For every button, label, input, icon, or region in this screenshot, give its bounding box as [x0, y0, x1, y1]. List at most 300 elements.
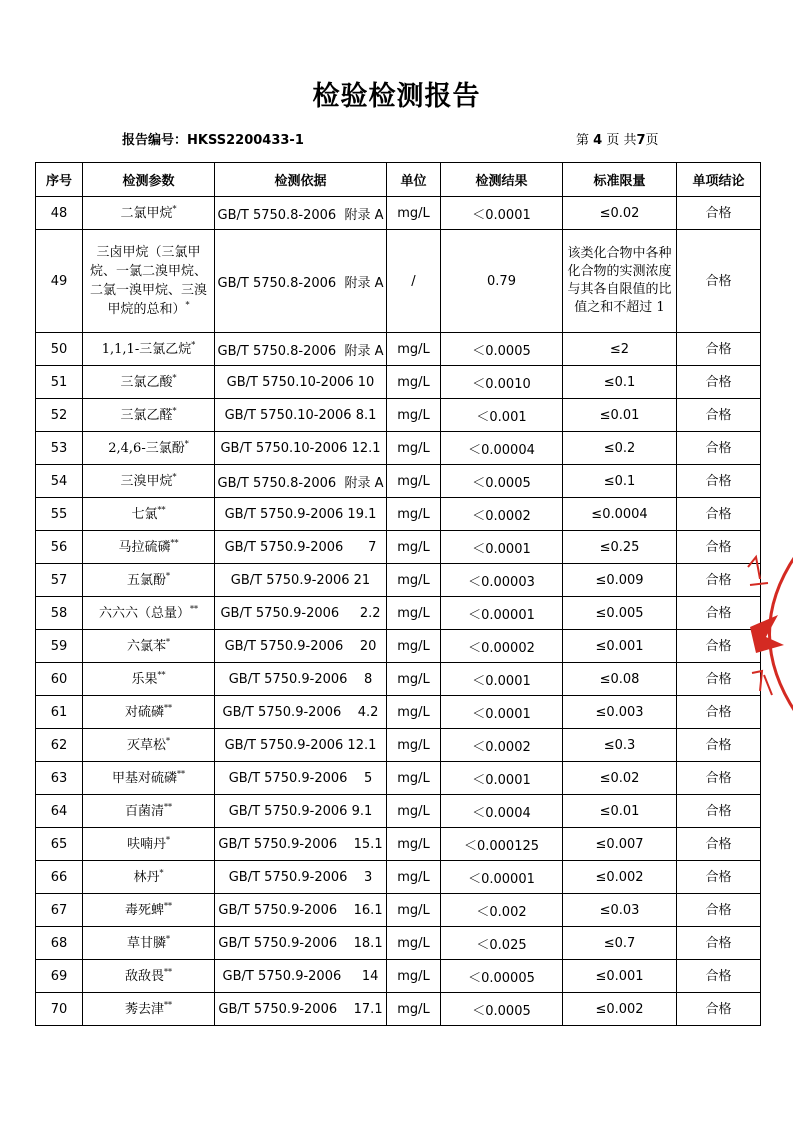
- cell-unit: [387, 399, 441, 432]
- cell-no: [36, 762, 83, 795]
- cell-basis: [215, 762, 387, 795]
- table-row: [36, 960, 761, 993]
- cell-result-text: ＜0.0002: [472, 739, 531, 755]
- cell-basis-text: GB/T 5750.8-2006 附录 A: [217, 343, 384, 359]
- cell-conclusion-text: 合格: [705, 836, 732, 852]
- cell-limit-text: ≤0.001: [595, 638, 644, 654]
- cell-result-text: ＜0.0001: [472, 772, 531, 788]
- table-row: [36, 696, 761, 729]
- cell-unit: [387, 366, 441, 399]
- cell-basis: [215, 729, 387, 762]
- cell-param-text: 草甘膦: [126, 935, 166, 951]
- cell-param-text: 林丹: [133, 869, 160, 885]
- cell-no-text: 51: [50, 374, 68, 390]
- cell-param: [83, 230, 215, 333]
- cell-result: [441, 432, 563, 465]
- cell-result: [441, 828, 563, 861]
- cell-limit: [563, 432, 677, 465]
- cell-basis: [215, 498, 387, 531]
- page-total: 7: [636, 133, 646, 148]
- cell-result: [441, 197, 563, 230]
- col-header-conclusion: 单项结论: [677, 163, 761, 197]
- cell-conclusion-text: 合格: [705, 539, 732, 555]
- footnote-mark: **: [164, 802, 172, 812]
- cell-limit-text: ≤0.1: [603, 473, 636, 489]
- cell-no-text: 50: [50, 341, 68, 357]
- cell-conclusion: [677, 762, 761, 795]
- cell-result: [441, 762, 563, 795]
- cell-limit: [563, 230, 677, 333]
- cell-limit: [563, 828, 677, 861]
- cell-limit: [563, 498, 677, 531]
- footnote-mark: *: [166, 934, 170, 944]
- cell-basis-text: GB/T 5750.9-2006 9.1: [228, 803, 373, 819]
- cell-basis: [215, 993, 387, 1026]
- cell-result: [441, 894, 563, 927]
- cell-unit-text: mg/L: [397, 704, 430, 720]
- cell-param-text: 二氯甲烷: [120, 205, 173, 221]
- cell-unit-text: mg/L: [397, 935, 430, 951]
- cell-result: [441, 861, 563, 894]
- footnote-mark: **: [164, 901, 172, 911]
- stamp-arc: [770, 555, 793, 713]
- cell-result-text: ＜0.0001: [472, 541, 531, 557]
- cell-result: [441, 498, 563, 531]
- cell-param: [83, 795, 215, 828]
- cell-param: [83, 960, 215, 993]
- cell-basis-text: GB/T 5750.9-2006 8: [228, 671, 373, 687]
- stamp-seal: [738, 545, 793, 720]
- table-row: [36, 663, 761, 696]
- cell-basis-text: GB/T 5750.9-2006 2.2: [220, 605, 381, 621]
- cell-result: [441, 927, 563, 960]
- cell-unit-text: mg/L: [397, 968, 430, 984]
- cell-basis: [215, 696, 387, 729]
- cell-conclusion: [677, 465, 761, 498]
- cell-param-text: 百菌清: [124, 803, 164, 819]
- cell-param-text: 三卤甲烷（三氯甲烷、一氯二溴甲烷、二氯一溴甲烷、三溴甲烷的总和）: [89, 245, 207, 317]
- cell-result: [441, 795, 563, 828]
- cell-no-text: 62: [50, 737, 68, 753]
- cell-conclusion-text: 合格: [705, 1001, 732, 1017]
- cell-limit: [563, 564, 677, 597]
- cell-no: [36, 927, 83, 960]
- cell-basis-text: GB/T 5750.9-2006 7: [224, 539, 377, 555]
- cell-conclusion: [677, 432, 761, 465]
- table-row: [36, 828, 761, 861]
- cell-result-text: ＜0.0005: [472, 475, 531, 491]
- table-row: [36, 531, 761, 564]
- cell-param-text: 对硫磷: [124, 704, 164, 720]
- report-number-value: HKSS2200433-1: [187, 133, 304, 148]
- cell-param: [83, 597, 215, 630]
- cell-no-text: 52: [50, 407, 68, 423]
- cell-param: [83, 828, 215, 861]
- cell-unit: [387, 828, 441, 861]
- cell-no: [36, 894, 83, 927]
- cell-unit: [387, 498, 441, 531]
- cell-param: [83, 729, 215, 762]
- cell-result-text: ＜0.0005: [472, 1003, 531, 1019]
- table-row: [36, 927, 761, 960]
- table-row: [36, 465, 761, 498]
- cell-limit-text: ≤0.01: [599, 803, 640, 819]
- cell-limit-text: ≤0.1: [603, 374, 636, 390]
- cell-param-text: 三溴甲烷: [120, 473, 173, 489]
- cell-unit: [387, 630, 441, 663]
- table-row: [36, 366, 761, 399]
- cell-no-text: 68: [50, 935, 68, 951]
- cell-conclusion-text: 合格: [705, 273, 732, 289]
- cell-no: [36, 630, 83, 663]
- cell-no: [36, 531, 83, 564]
- cell-conclusion-text: 合格: [705, 638, 732, 654]
- cell-result: [441, 333, 563, 366]
- cell-no-text: 60: [50, 671, 68, 687]
- cell-limit-text: ≤0.001: [595, 968, 644, 984]
- cell-conclusion-text: 合格: [705, 869, 732, 885]
- footnote-mark: *: [172, 472, 177, 482]
- footnote-mark: *: [159, 868, 164, 878]
- cell-unit-text: mg/L: [397, 473, 430, 489]
- cell-limit-text: ≤0.25: [599, 539, 640, 555]
- footnote-mark: *: [185, 300, 190, 310]
- col-header-basis: 检测依据: [215, 163, 387, 197]
- footnote-mark: *: [191, 340, 196, 350]
- cell-basis: [215, 630, 387, 663]
- cell-no-text: 55: [50, 506, 68, 522]
- cell-limit: [563, 696, 677, 729]
- footnote-mark: **: [177, 769, 185, 779]
- cell-param: [83, 498, 215, 531]
- cell-no: [36, 399, 83, 432]
- cell-unit-text: mg/L: [397, 836, 430, 852]
- cell-no: [36, 597, 83, 630]
- cell-conclusion-text: 合格: [705, 407, 732, 423]
- cell-no: [36, 663, 83, 696]
- cell-conclusion-text: 合格: [705, 935, 732, 951]
- cell-basis: [215, 333, 387, 366]
- cell-limit-text: ≤0.009: [595, 572, 644, 588]
- cell-result-text: ＜0.002: [476, 904, 527, 920]
- cell-limit: [563, 663, 677, 696]
- cell-param: [83, 696, 215, 729]
- table-row: [36, 399, 761, 432]
- cell-limit: [563, 197, 677, 230]
- cell-limit-text: 该类化合物中各种化合物的实测浓度与其各自限值的比值之和不超过 1: [567, 246, 672, 315]
- table-row: [36, 630, 761, 663]
- cell-limit-text: ≤0.0004: [591, 506, 648, 522]
- cell-limit: [563, 597, 677, 630]
- cell-conclusion-text: 合格: [705, 704, 732, 720]
- cell-param: [83, 630, 215, 663]
- col-header-limit: 标准限量: [563, 163, 677, 197]
- cell-unit: [387, 993, 441, 1026]
- cell-result-text: ＜0.00005: [468, 970, 535, 986]
- cell-conclusion-text: 合格: [705, 440, 732, 456]
- cell-limit-text: ≤0.03: [599, 902, 640, 918]
- footnote-mark: **: [164, 703, 172, 713]
- cell-limit: [563, 960, 677, 993]
- cell-basis: [215, 531, 387, 564]
- cell-no-text: 56: [50, 539, 68, 555]
- cell-unit: [387, 762, 441, 795]
- cell-param-text: 三氯乙酸: [120, 374, 173, 390]
- cell-unit-text: mg/L: [397, 374, 430, 390]
- table-row: [36, 795, 761, 828]
- cell-unit-text: mg/L: [397, 1001, 430, 1017]
- cell-no-text: 67: [50, 902, 68, 918]
- cell-result-text: ＜0.000125: [463, 838, 540, 854]
- cell-unit: [387, 729, 441, 762]
- cell-limit: [563, 366, 677, 399]
- footnote-mark: **: [170, 538, 179, 548]
- footnote-mark: *: [166, 835, 170, 845]
- cell-no: [36, 197, 83, 230]
- cell-basis-text: GB/T 5750.10-2006 12.1: [220, 440, 381, 456]
- cell-limit: [563, 795, 677, 828]
- cell-param-text: 2,4,6-三氯酚: [108, 440, 185, 456]
- cell-unit-text: mg/L: [397, 341, 430, 357]
- cell-conclusion-text: 合格: [705, 737, 732, 753]
- cell-conclusion: [677, 366, 761, 399]
- cell-limit-text: ≤0.005: [595, 605, 644, 621]
- cell-unit-text: mg/L: [397, 671, 430, 687]
- cell-conclusion-text: 合格: [705, 770, 732, 786]
- page-current: 4: [593, 133, 603, 148]
- cell-limit: [563, 894, 677, 927]
- cell-unit-text: mg/L: [397, 638, 430, 654]
- cell-no: [36, 960, 83, 993]
- cell-result: [441, 399, 563, 432]
- cell-basis-text: GB/T 5750.9-2006 16.1: [218, 902, 383, 918]
- cell-no: [36, 498, 83, 531]
- cell-result: [441, 630, 563, 663]
- cell-basis: [215, 795, 387, 828]
- cell-limit-text: ≤2: [609, 341, 630, 357]
- cell-basis: [215, 564, 387, 597]
- cell-result-text: ＜0.0005: [472, 343, 531, 359]
- cell-limit: [563, 465, 677, 498]
- cell-param-text: 五氯酚: [126, 572, 166, 588]
- cell-no-text: 57: [50, 572, 68, 588]
- report-number: [122, 129, 304, 148]
- cell-basis-text: GB/T 5750.9-2006 20: [224, 638, 377, 654]
- cell-unit-text: mg/L: [397, 407, 430, 423]
- cell-limit: [563, 399, 677, 432]
- cell-unit-text: mg/L: [397, 506, 430, 522]
- cell-unit: [387, 861, 441, 894]
- cell-no-text: 58: [50, 605, 68, 621]
- cell-param-text: 乐果: [131, 671, 158, 687]
- cell-limit-text: ≤0.7: [603, 935, 636, 951]
- cell-result: [441, 696, 563, 729]
- cell-no-text: 61: [50, 704, 68, 720]
- cell-result-text: ＜0.0002: [472, 508, 531, 524]
- cell-conclusion-text: 合格: [705, 572, 732, 588]
- cell-basis-text: GB/T 5750.9-2006 17.1: [218, 1001, 383, 1017]
- cell-limit-text: ≤0.002: [595, 1001, 644, 1017]
- table-row: [36, 432, 761, 465]
- cell-unit: [387, 197, 441, 230]
- cell-unit-text: mg/L: [397, 440, 430, 456]
- cell-param-text: 马拉硫磷: [118, 539, 171, 555]
- cell-conclusion: [677, 993, 761, 1026]
- cell-unit: [387, 795, 441, 828]
- footnote-mark: **: [190, 604, 198, 614]
- cell-result: [441, 729, 563, 762]
- cell-unit: [387, 696, 441, 729]
- table-row: [36, 498, 761, 531]
- cell-result: [441, 531, 563, 564]
- cell-limit: [563, 927, 677, 960]
- cell-no-text: 70: [50, 1001, 68, 1017]
- cell-no-text: 59: [50, 638, 68, 654]
- table-row: [36, 564, 761, 597]
- cell-conclusion-text: 合格: [705, 902, 732, 918]
- cell-param: [83, 894, 215, 927]
- cell-param: [83, 432, 215, 465]
- cell-no: [36, 465, 83, 498]
- cell-no: [36, 564, 83, 597]
- cell-basis-text: GB/T 5750.9-2006 18.1: [218, 935, 383, 951]
- cell-limit-text: ≤0.2: [603, 440, 636, 456]
- cell-param-text: 毒死蜱: [124, 902, 164, 918]
- cell-unit-text: mg/L: [397, 605, 430, 621]
- col-header-unit: 单位: [387, 163, 441, 197]
- cell-conclusion: [677, 729, 761, 762]
- table-row: [36, 597, 761, 630]
- cell-result: [441, 366, 563, 399]
- cell-limit-text: ≤0.002: [595, 869, 644, 885]
- cell-result: [441, 993, 563, 1026]
- cell-unit: [387, 432, 441, 465]
- cell-param: [83, 564, 215, 597]
- cell-param: [83, 762, 215, 795]
- cell-unit-text: mg/L: [397, 572, 430, 588]
- page-suffix: 页: [645, 133, 659, 148]
- cell-param: [83, 927, 215, 960]
- cell-result-text: 0.79: [487, 273, 516, 289]
- cell-result-text: ＜0.0001: [472, 207, 531, 223]
- cell-basis-text: GB/T 5750.8-2006 附录 A: [217, 207, 384, 223]
- cell-param-text: 七氯: [131, 506, 158, 522]
- cell-basis: [215, 861, 387, 894]
- cell-param-text: 灭草松: [126, 737, 166, 753]
- cell-basis: [215, 927, 387, 960]
- cell-no-text: 69: [50, 968, 68, 984]
- cell-no: [36, 828, 83, 861]
- cell-unit-text: mg/L: [397, 803, 430, 819]
- cell-basis: [215, 230, 387, 333]
- footnote-mark: *: [172, 373, 177, 383]
- cell-no: [36, 230, 83, 333]
- cell-conclusion: [677, 399, 761, 432]
- footnote-mark: **: [157, 670, 166, 680]
- cell-no: [36, 366, 83, 399]
- cell-unit: [387, 960, 441, 993]
- cell-result: [441, 597, 563, 630]
- cell-limit-text: ≤0.003: [595, 704, 644, 720]
- cell-limit: [563, 762, 677, 795]
- cell-param: [83, 861, 215, 894]
- cell-basis: [215, 663, 387, 696]
- cell-conclusion-text: 合格: [705, 803, 732, 819]
- cell-limit-text: ≤0.02: [599, 770, 640, 786]
- cell-param: [83, 333, 215, 366]
- footnote-mark: *: [166, 736, 170, 746]
- cell-no-text: 53: [50, 440, 68, 456]
- cell-conclusion: [677, 795, 761, 828]
- page-indicator: [576, 129, 659, 148]
- stamp-star: [750, 615, 784, 653]
- cell-basis: [215, 432, 387, 465]
- cell-unit: [387, 927, 441, 960]
- cell-basis-text: GB/T 5750.8-2006 附录 A: [217, 275, 384, 291]
- cell-param: [83, 197, 215, 230]
- cell-conclusion: [677, 960, 761, 993]
- cell-limit: [563, 861, 677, 894]
- cell-basis: [215, 828, 387, 861]
- table-row: [36, 861, 761, 894]
- cell-no-text: 66: [50, 869, 68, 885]
- report-number-label: 报告编号：: [122, 133, 188, 148]
- cell-limit: [563, 993, 677, 1026]
- cell-conclusion: [677, 333, 761, 366]
- cell-param: [83, 531, 215, 564]
- table-row: [36, 894, 761, 927]
- cell-no-text: 48: [50, 205, 68, 221]
- footnote-mark: **: [157, 505, 166, 515]
- cell-conclusion-text: 合格: [705, 374, 732, 390]
- cell-unit: [387, 465, 441, 498]
- cell-limit-text: ≤0.007: [595, 836, 644, 852]
- cell-conclusion: [677, 894, 761, 927]
- table-header-row: [36, 163, 761, 197]
- cell-unit-text: mg/L: [397, 539, 430, 555]
- report-title: 检验检测报告: [312, 81, 481, 112]
- cell-result-text: ＜0.00002: [468, 640, 535, 656]
- cell-no: [36, 795, 83, 828]
- col-header-no: 序号: [36, 163, 83, 197]
- cell-limit-text: ≤0.02: [599, 205, 640, 221]
- cell-param-text: 三氯乙醛: [120, 407, 173, 423]
- cell-result: [441, 230, 563, 333]
- cell-limit-text: ≤0.08: [599, 671, 640, 687]
- table-row: [36, 230, 761, 333]
- cell-conclusion-text: 合格: [705, 605, 732, 621]
- footnote-mark: *: [172, 406, 177, 416]
- cell-unit: [387, 230, 441, 333]
- cell-unit-text: mg/L: [397, 205, 430, 221]
- cell-no-text: 54: [50, 473, 68, 489]
- cell-param: [83, 465, 215, 498]
- page-prefix: 第: [576, 133, 590, 148]
- cell-result-text: ＜0.0001: [472, 673, 531, 689]
- cell-result-text: ＜0.00001: [468, 607, 535, 623]
- cell-result-text: ＜0.00004: [468, 442, 535, 458]
- cell-param-text: 1,1,1-三氯乙烷: [101, 341, 192, 357]
- cell-limit: [563, 630, 677, 663]
- cell-basis: [215, 366, 387, 399]
- cell-no-text: 64: [50, 803, 68, 819]
- footnote-mark: **: [164, 967, 172, 977]
- cell-no-text: 65: [50, 836, 68, 852]
- cell-conclusion-text: 合格: [705, 506, 732, 522]
- cell-unit: [387, 663, 441, 696]
- cell-result-text: ＜0.0010: [472, 376, 531, 392]
- cell-unit-text: mg/L: [397, 869, 430, 885]
